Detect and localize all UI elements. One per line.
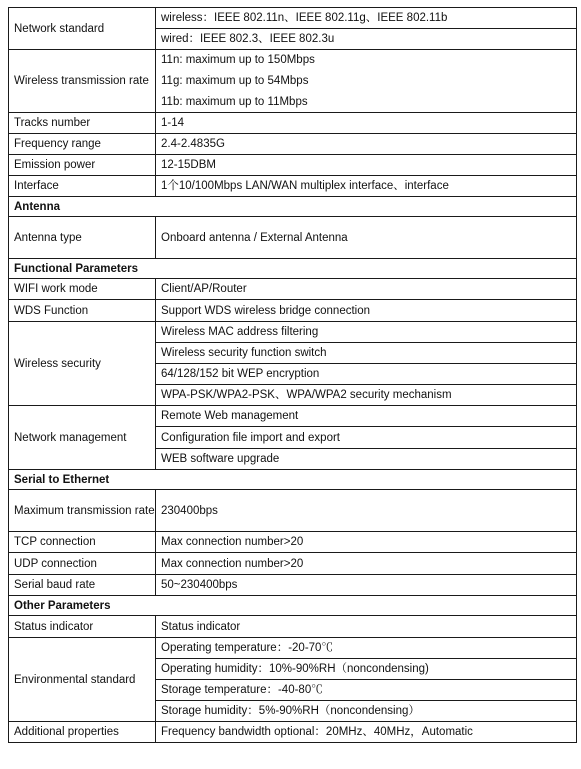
wireless-security-value-1: Wireless MAC address filtering bbox=[156, 322, 577, 343]
additional-properties-label: Additional properties bbox=[9, 722, 156, 743]
section-heading-functional: Functional Parameters bbox=[9, 259, 577, 279]
tcp-label: TCP connection bbox=[9, 532, 156, 553]
antenna-type-value: Onboard antenna / External Antenna bbox=[156, 217, 577, 259]
udp-value: Max connection number>20 bbox=[156, 553, 577, 575]
table-row bbox=[9, 532, 577, 553]
section-row bbox=[9, 259, 577, 279]
wds-value: Support WDS wireless bridge connection bbox=[156, 300, 577, 322]
environmental-value-2: Operating humidity：10%-90%RH（noncondensing) bbox=[156, 659, 577, 680]
frequency-range-label: Frequency range bbox=[9, 134, 156, 155]
wifi-mode-label: WIFI work mode bbox=[9, 279, 156, 300]
wireless-rate-label: Wireless transmission rate bbox=[9, 50, 156, 113]
table-row bbox=[9, 638, 577, 659]
antenna-type-label: Antenna type bbox=[9, 217, 156, 259]
wireless-security-value-4: WPA-PSK/WPA2-PSK、WPA/WPA2 security mechanism bbox=[156, 385, 577, 406]
table-row bbox=[9, 176, 577, 197]
network-management-value-3: WEB software upgrade bbox=[156, 449, 577, 470]
table-row bbox=[9, 300, 577, 322]
section-heading-other: Other Parameters bbox=[9, 596, 577, 616]
wifi-mode-value: Client/AP/Router bbox=[156, 279, 577, 300]
section-heading-serial: Serial to Ethernet bbox=[9, 470, 577, 490]
section-row bbox=[9, 596, 577, 616]
baud-label: Serial baud rate bbox=[9, 575, 156, 596]
udp-label: UDP connection bbox=[9, 553, 156, 575]
spec-table bbox=[8, 7, 577, 743]
environmental-label: Environmental standard bbox=[9, 638, 156, 722]
interface-value: 1个10/100Mbps LAN/WAN multiplex interface、interface bbox=[156, 176, 577, 197]
table-row bbox=[9, 217, 577, 259]
table-row bbox=[9, 722, 577, 743]
network-management-value-1: Remote Web management bbox=[156, 406, 577, 427]
environmental-value-4: Storage humidity：5%-90%RH（noncondensing） bbox=[156, 701, 577, 722]
table-row bbox=[9, 406, 577, 427]
table-row bbox=[9, 50, 577, 71]
table-row bbox=[9, 279, 577, 300]
max-rate-value: 230400bps bbox=[156, 490, 577, 532]
status-indicator-label: Status indicator bbox=[9, 616, 156, 638]
table-row bbox=[9, 575, 577, 596]
wireless-security-value-2: Wireless security function switch bbox=[156, 343, 577, 364]
status-indicator-value: Status indicator bbox=[156, 616, 577, 638]
environmental-value-1: Operating temperature：-20-70℃ bbox=[156, 638, 577, 659]
section-heading-antenna: Antenna bbox=[9, 197, 577, 217]
frequency-range-value: 2.4-2.4835G bbox=[156, 134, 577, 155]
wireless-rate-value-3: 11b: maximum up to 11Mbps bbox=[156, 92, 577, 113]
network-management-value-2: Configuration file import and export bbox=[156, 427, 577, 449]
network-management-label: Network management bbox=[9, 406, 156, 470]
network-standard-value-1: wireless：IEEE 802.11n、IEEE 802.11g、IEEE 802.11b bbox=[156, 8, 577, 29]
wireless-security-label: Wireless security bbox=[9, 322, 156, 406]
table-row bbox=[9, 155, 577, 176]
tracks-number-label: Tracks number bbox=[9, 113, 156, 134]
table-row bbox=[9, 553, 577, 575]
tracks-number-value: 1-14 bbox=[156, 113, 577, 134]
network-standard-value-2: wired：IEEE 802.3、IEEE 802.3u bbox=[156, 29, 577, 50]
wireless-rate-value-2: 11g: maximum up to 54Mbps bbox=[156, 71, 577, 92]
wds-label: WDS Function bbox=[9, 300, 156, 322]
wireless-rate-value-1: 11n: maximum up to 150Mbps bbox=[156, 50, 577, 71]
section-row bbox=[9, 470, 577, 490]
table-row bbox=[9, 113, 577, 134]
emission-power-label: Emission power bbox=[9, 155, 156, 176]
table-row bbox=[9, 322, 577, 343]
additional-properties-value: Frequency bandwidth optional：20MHz、40MHz，Automatic bbox=[156, 722, 577, 743]
baud-value: 50~230400bps bbox=[156, 575, 577, 596]
max-rate-label: Maximum transmission rate bbox=[9, 490, 156, 532]
interface-label: Interface bbox=[9, 176, 156, 197]
wireless-security-value-3: 64/128/152 bit WEP encryption bbox=[156, 364, 577, 385]
table-row bbox=[9, 616, 577, 638]
environmental-value-3: Storage temperature：-40-80℃ bbox=[156, 680, 577, 701]
network-standard-label: Network standard bbox=[9, 8, 156, 50]
table-row bbox=[9, 490, 577, 532]
section-row bbox=[9, 197, 577, 217]
table-row bbox=[9, 8, 577, 29]
emission-power-value: 12-15DBM bbox=[156, 155, 577, 176]
tcp-value: Max connection number>20 bbox=[156, 532, 577, 553]
table-row bbox=[9, 134, 577, 155]
